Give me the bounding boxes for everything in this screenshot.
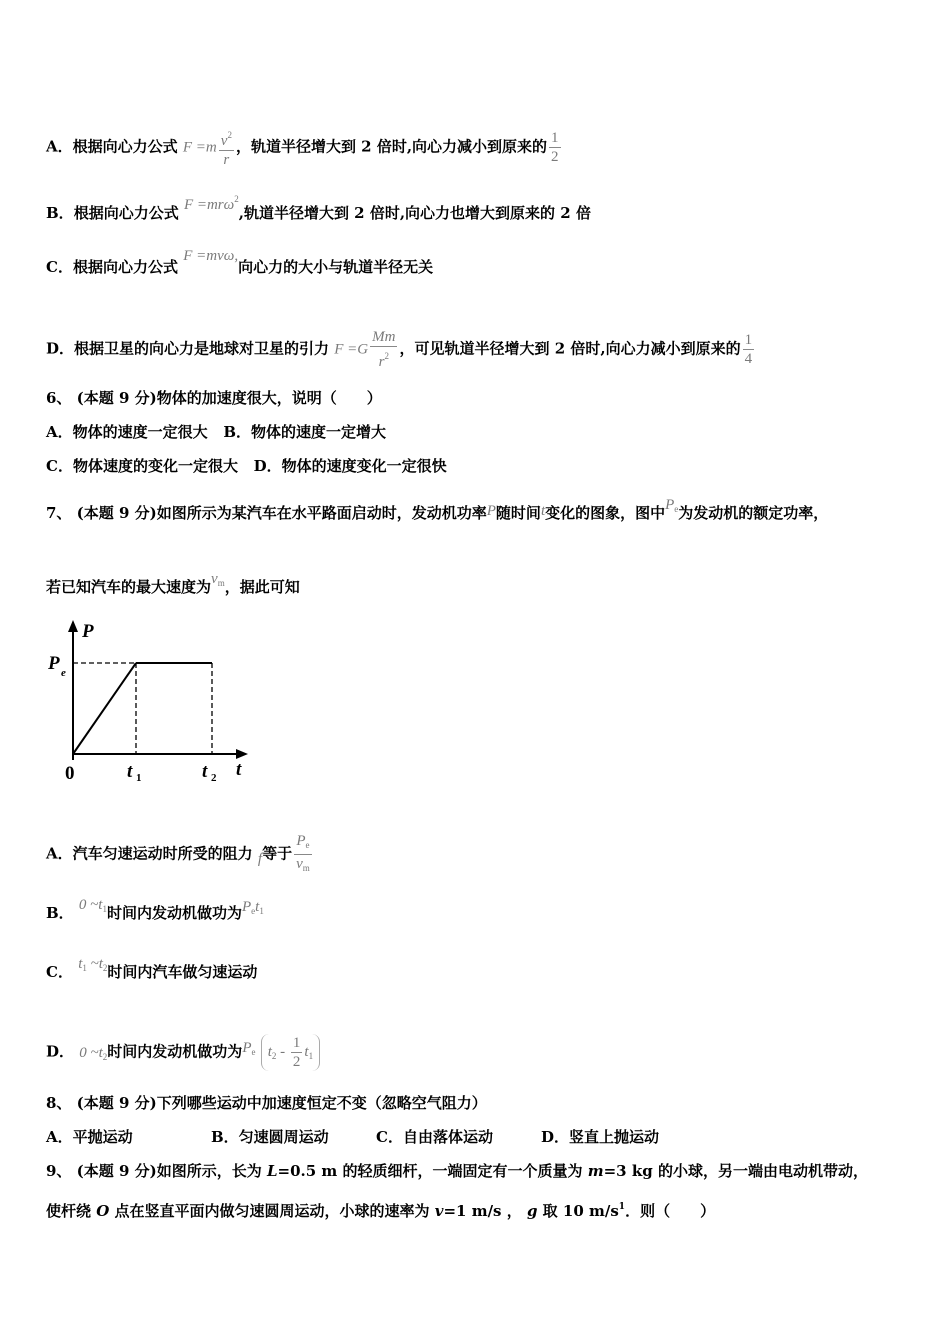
x-axis-label: t — [236, 759, 242, 780]
time-range: $t_1$ $\sim t_2$ — [78, 956, 108, 973]
q6-options-row2 — [46, 456, 447, 476]
formula: F =mrω$^2$ — [183, 194, 239, 213]
option-label: D． — [46, 339, 75, 358]
option-text: ,轨道半径增大到 2 倍时,向心力也增大到原来的 2 倍 — [238, 204, 591, 222]
t1-subscript: 1 — [136, 772, 142, 784]
y-axis-label: P — [82, 621, 94, 642]
var-p: P — [486, 503, 496, 519]
t2-label: t — [202, 761, 208, 782]
q9-stem-line2: 使杆绕 O 点在竖直平面内做匀速圆周运动，小球的速率为 v=1 m/s ， g 取 10 $m/s^1$．则（ ） — [46, 1202, 716, 1220]
fraction: $\frac{P_e}{v_m}$ — [294, 832, 312, 877]
time-range: 0 $\sim t_1$ — [78, 897, 107, 914]
q6-options-row1 — [46, 422, 386, 442]
q8-option-d: D．竖直上抛运动 — [541, 1128, 660, 1146]
option-text: 根据向心力公式 — [72, 137, 178, 156]
option-label: B． — [46, 204, 74, 222]
q8-stem: 8、 (本题 9 分)下列哪些运动中加速度恒定不变（忽略空气阻力） — [46, 1094, 487, 1112]
q7-stem-line1: 7、 (本题 9 分)如图所示为某汽车在水平路面启动时，发动机功率P随时间t变化的图象，图中$P_e$为发动机的额定功率， — [46, 497, 829, 522]
q5-option-a — [46, 126, 563, 169]
q8-option-a: A．平抛运动 — [46, 1128, 133, 1146]
option-text: ，可见轨道半径增大到 2 倍时,向心力减小到原来的 — [399, 339, 741, 358]
q5-option-b — [46, 194, 591, 224]
formula: F =m — [182, 139, 217, 156]
var-pe: $P_e$ — [665, 497, 679, 514]
work-parenthesis: $t_2$ - $\frac{1}{2}$ $t_1$ — [261, 1034, 320, 1071]
q5-option-d — [46, 328, 756, 371]
option-label: C． — [46, 258, 73, 276]
time-range: 0 $\sim t_2$ — [79, 1044, 108, 1062]
pe-label: P — [48, 653, 60, 674]
pe-subscript: e — [61, 667, 66, 679]
work-symbol: $P_e$ — [242, 1039, 256, 1057]
q7-stem-line2: 若已知汽车的最大速度为$v_m$，据此可知 — [46, 571, 300, 596]
option-label: A． — [46, 137, 73, 156]
q6-option-d: D．物体的速度变化一定很快 — [253, 457, 447, 475]
y-axis-arrow — [68, 620, 78, 632]
ramp-segment — [73, 663, 136, 754]
option-text: 向心力的大小与轨道半径无关 — [238, 258, 434, 276]
var-t: t — [540, 503, 546, 519]
t2-subscript: 2 — [211, 772, 217, 784]
q8-option-b: B．匀速圆周运动 — [211, 1128, 329, 1146]
formula: F =G — [334, 341, 369, 358]
fraction: $\frac{v^2}{r}$ — [220, 130, 232, 168]
q6-option-a: A．物体的速度一定很大 — [46, 423, 208, 441]
option-text: ，轨道半径增大到 2 倍时,向心力减小到原来的 — [235, 137, 548, 156]
q8-options — [46, 1127, 659, 1147]
var-vm: $v_m$ — [211, 571, 225, 588]
q7-option-d: D． 0 $\sim t_2$时间内发动机做功为$P_e$ $t_2$ - $\frac{1}{2}$ $t_1$ — [46, 1034, 320, 1071]
fraction-quarter: $\frac{1}{4}$ — [744, 332, 753, 367]
q6-option-c: C．物体速度的变化一定很大 — [46, 457, 238, 475]
q5-option-c — [46, 248, 434, 278]
option-text: 根据向心力公式 — [72, 258, 178, 276]
work-expression: $P_et_1$ — [241, 899, 264, 916]
q7-option-c: C． $t_1$ $\sim t_2$时间内汽车做匀速运动 — [46, 956, 258, 981]
q7-option-b: B． 0 $\sim t_1$时间内发动机做功为$P_et_1$ — [46, 897, 264, 922]
q6-stem: 6、 (本题 9 分)物体的加速度很大，说明（ ） — [46, 389, 382, 407]
q7-option-a: A．汽车匀速运动时所受的阻力 f等于 $\frac{P_e}{v_m}$ — [46, 832, 314, 877]
option-text: 根据卫星的向心力是地球对卫星的引力 — [74, 339, 330, 358]
x-axis-arrow — [236, 749, 248, 759]
fraction-half: $\frac{1}{2}$ — [292, 1035, 301, 1070]
origin-label: 0 — [65, 763, 75, 784]
option-text: 根据向心力公式 — [73, 204, 179, 222]
var-f: f — [257, 850, 263, 867]
q9-stem-line1: 9、 (本题 9 分)如图所示，长为 L=0.5 m 的轻质细杆，一端固定有一个质量为 m=3 kg 的小球，另一端由电动机带动， — [46, 1162, 868, 1180]
fraction-half: $\frac{1}{2}$ — [551, 130, 559, 165]
q8-option-c: C．自由落体运动 — [376, 1128, 493, 1146]
fraction: $\frac{Mm}{r^2}$ — [372, 329, 396, 370]
t1-label: t — [127, 761, 133, 782]
q6-option-b: B．物体的速度一定增大 — [223, 423, 386, 441]
formula: F =mvω, — [183, 248, 239, 264]
power-time-graph — [40, 615, 260, 790]
